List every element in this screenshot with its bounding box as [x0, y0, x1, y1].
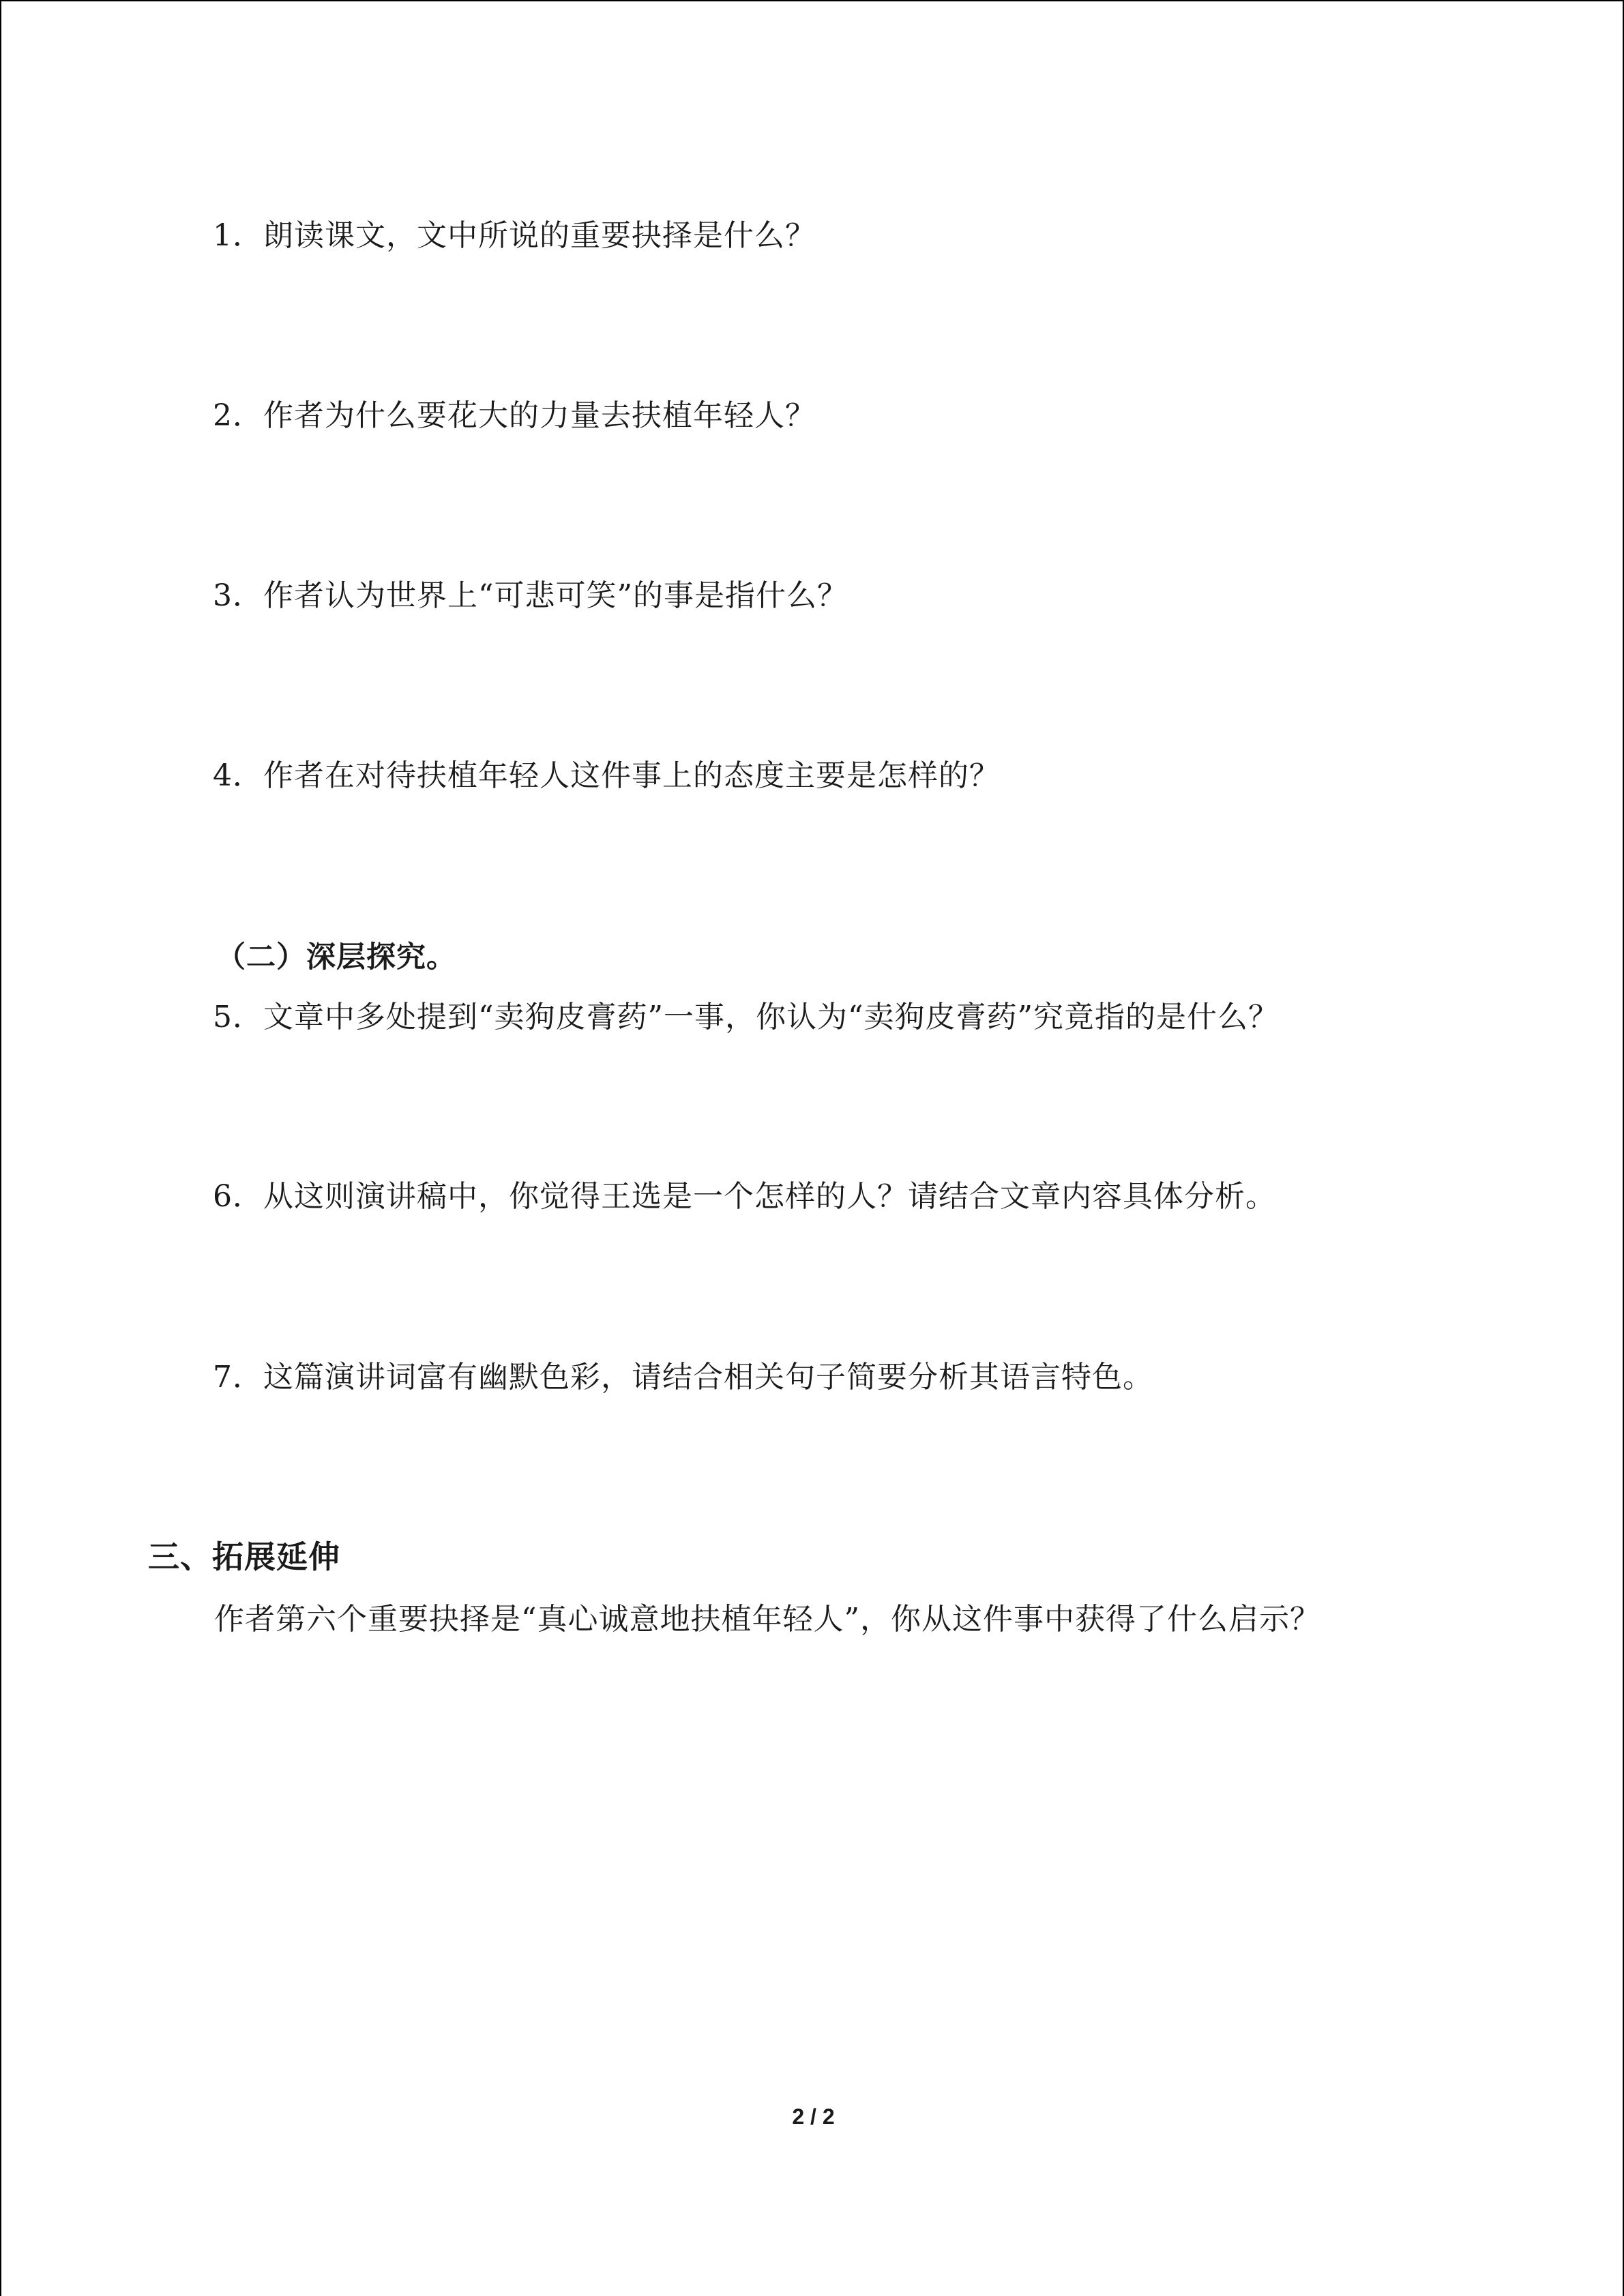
question-6: 6．从这则演讲稿中，你觉得王选是一个怎样的人？请结合文章内容具体分析。 — [213, 1179, 1276, 1214]
extension-prompt: 作者第六个重要抉择是“真心诚意地扶植年轻人”，你从这件事中获得了什么启示？ — [214, 1602, 1320, 1637]
question-3: 3．作者认为世界上“可悲可笑”的事是指什么？ — [213, 578, 848, 613]
question-4: 4．作者在对待扶植年轻人这件事上的态度主要是怎样的？ — [213, 758, 1000, 793]
page-number: 2 / 2 — [792, 2104, 835, 2129]
question-2: 2．作者为什么要花大的力量去扶植年轻人？ — [213, 398, 816, 433]
question-1: 1．朗读课文，文中所说的重要抉择是什么？ — [213, 218, 816, 253]
section-heading: 三、拓展延伸 — [148, 1538, 340, 1575]
question-7: 7．这篇演讲词富有幽默色彩，请结合相关句子简要分析其语言特色。 — [213, 1360, 1153, 1395]
question-5: 5．文章中多处提到“卖狗皮膏药”一事，你认为“卖狗皮膏药”究竟指的是什么？ — [213, 1000, 1279, 1034]
subsection-heading: （二）深层探究。 — [216, 940, 456, 974]
